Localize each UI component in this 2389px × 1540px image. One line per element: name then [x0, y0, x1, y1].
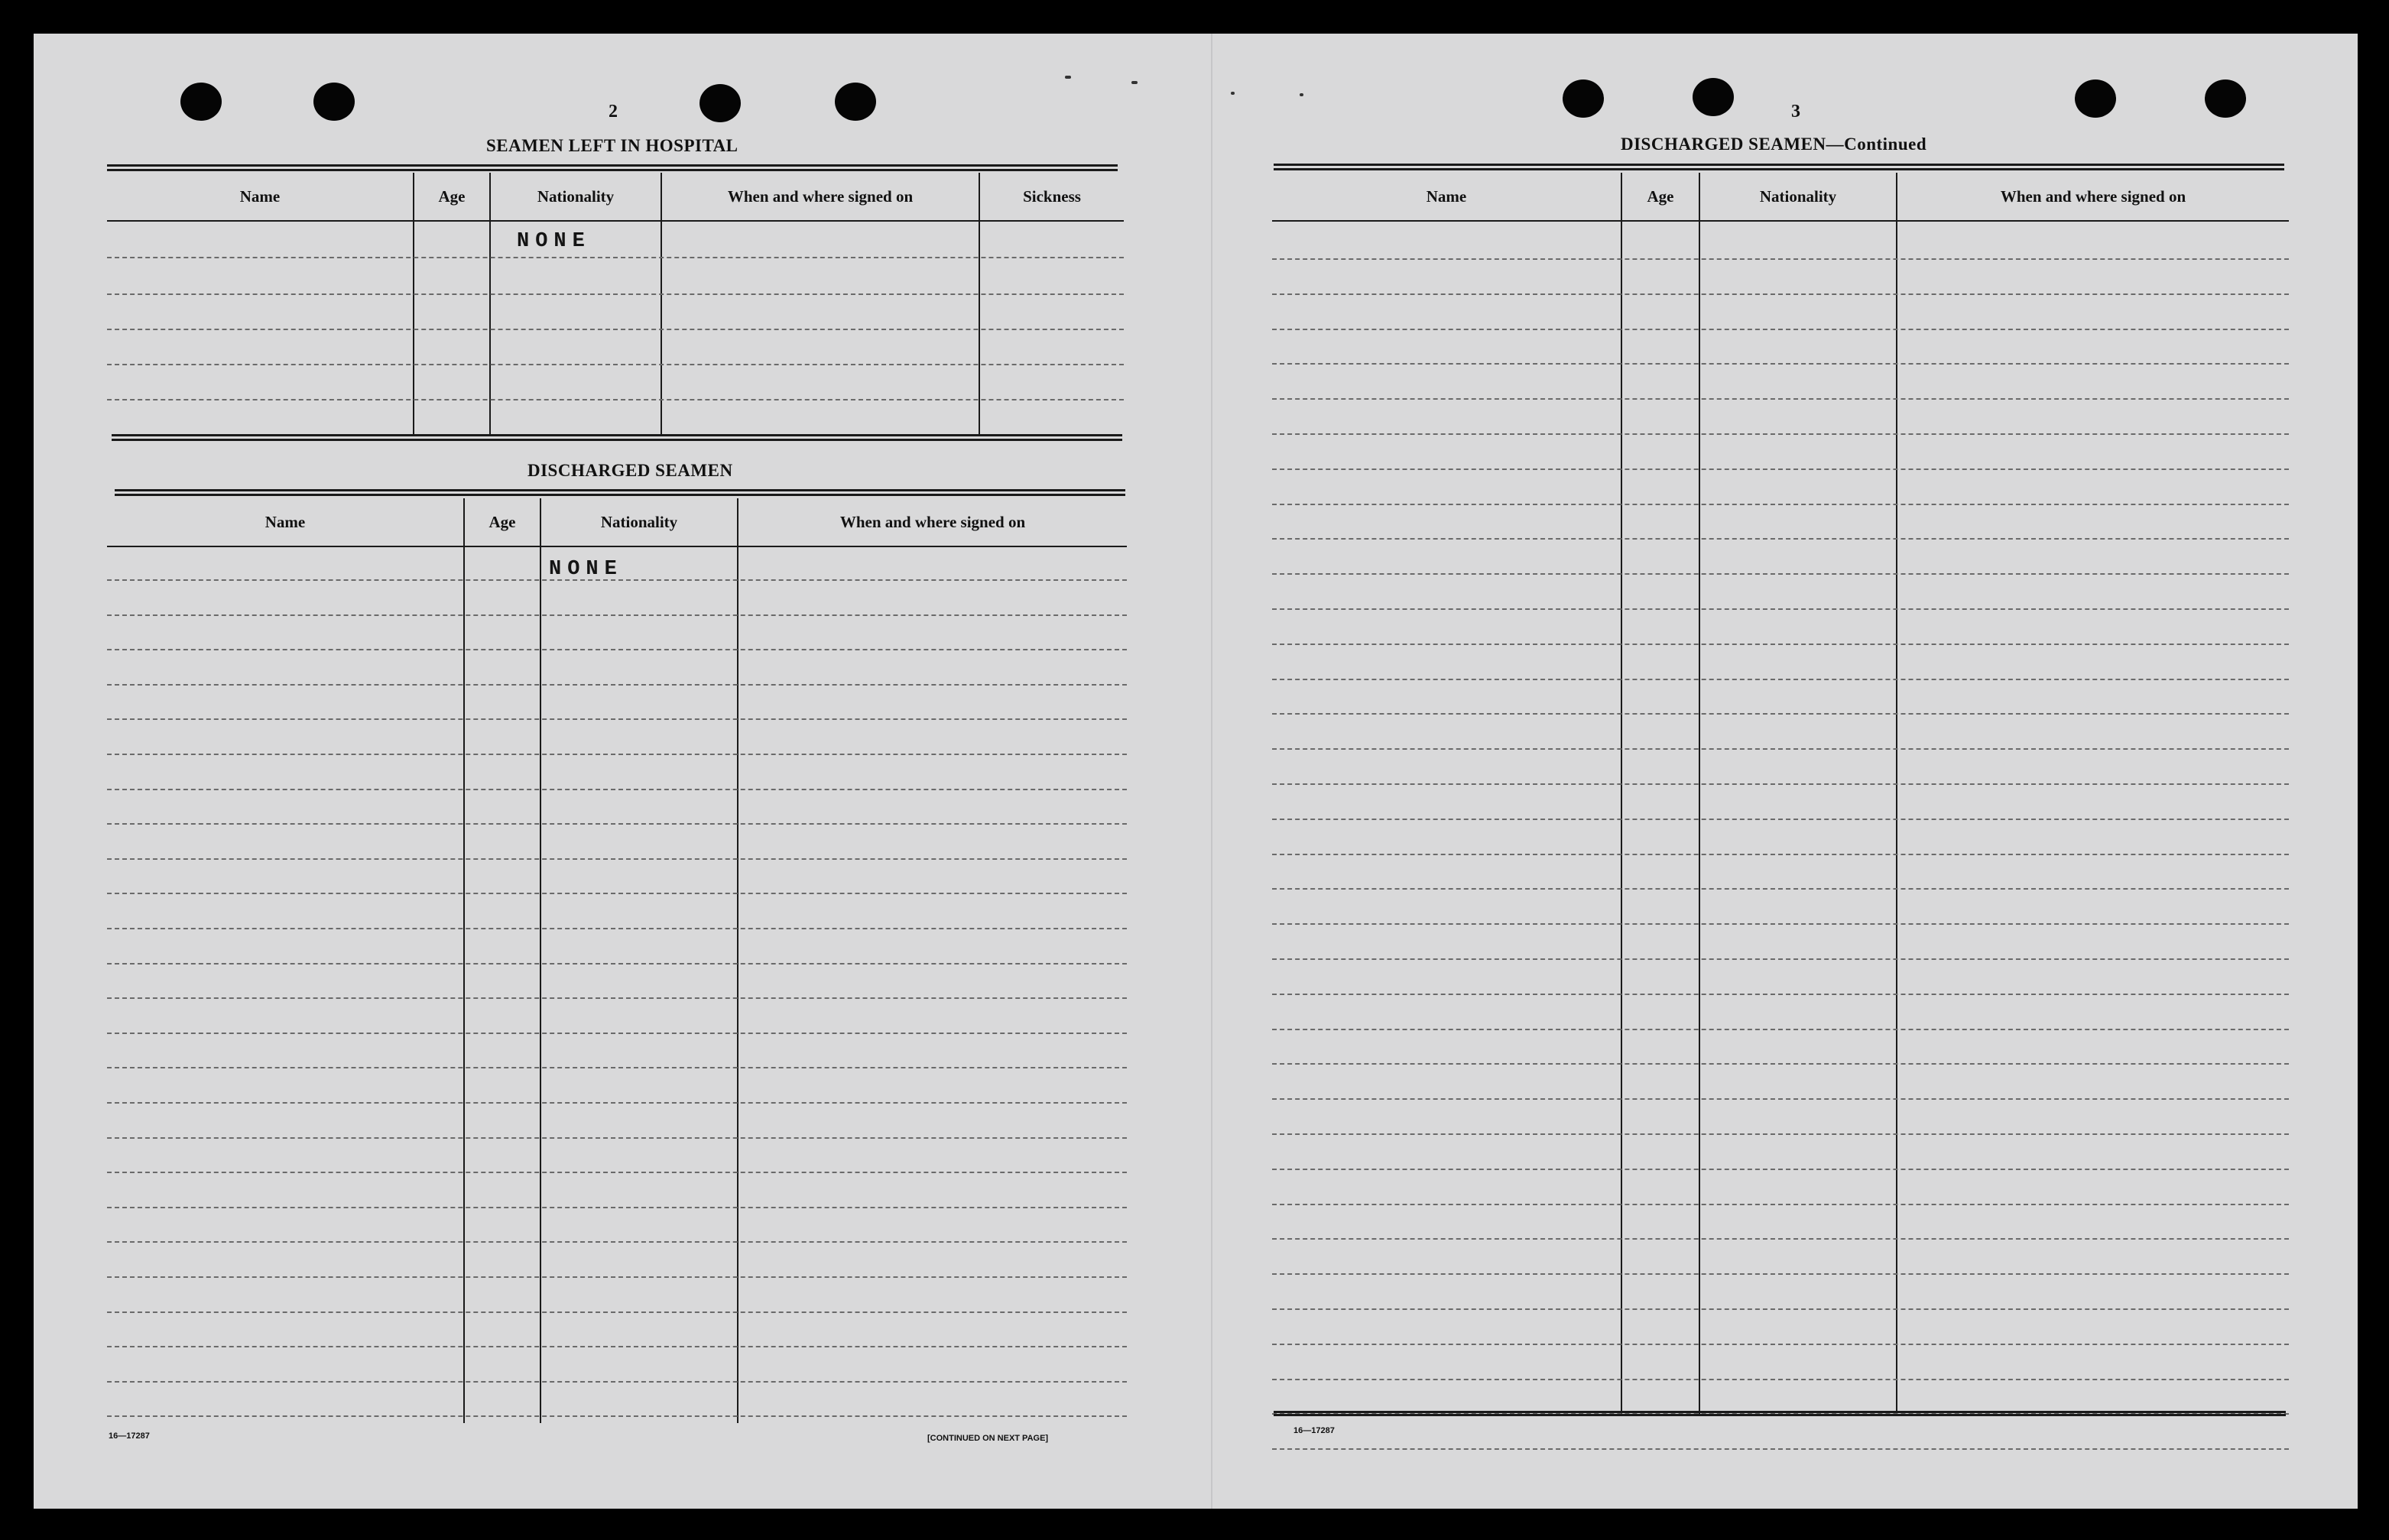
punch-hole	[2075, 79, 2116, 118]
column-divider	[463, 498, 465, 1423]
ink-speck	[1300, 93, 1303, 96]
column-divider	[413, 173, 414, 436]
entry-line	[107, 293, 1124, 295]
left-form-number: 16—17287	[109, 1431, 150, 1441]
hospital-section-title: SEAMEN LEFT IN HOSPITAL	[486, 136, 738, 155]
entry-line	[107, 684, 1127, 686]
entry-line	[1272, 573, 2289, 575]
discharged-table-header	[107, 498, 1127, 547]
header-name: Name	[265, 512, 306, 531]
entry-line	[1272, 1133, 2289, 1135]
punch-hole	[835, 83, 876, 121]
entry-line	[1272, 994, 2289, 995]
entry-line	[1272, 888, 2289, 890]
entry-line	[1272, 538, 2289, 540]
discharged-section-title: DISCHARGED SEAMEN	[527, 461, 733, 480]
punch-hole	[699, 84, 741, 122]
header-nationality: Nationality	[1759, 186, 1837, 206]
column-divider	[1896, 173, 1897, 1415]
entry-line	[107, 789, 1127, 790]
entry-line	[107, 754, 1127, 755]
entry-line	[1272, 293, 2289, 295]
discharged-continued-header	[1272, 173, 2289, 222]
header-nationality: Nationality	[537, 186, 615, 206]
column-divider	[979, 173, 980, 436]
entry-line	[107, 1067, 1127, 1068]
right-section-title	[1621, 135, 1926, 154]
column-divider	[737, 498, 738, 1423]
entry-line	[1272, 854, 2289, 855]
entry-line	[107, 257, 1124, 258]
left-page-number: 2	[609, 102, 618, 122]
entry-line	[1272, 504, 2289, 505]
discharged-continued-table	[1272, 173, 2289, 1415]
entry-line	[1272, 398, 2289, 400]
entry-line	[1272, 1098, 2289, 1100]
entry-line	[107, 1137, 1127, 1139]
entry-line	[1272, 783, 2289, 785]
right-bottom-rule	[1274, 1411, 2286, 1416]
entry-line	[1272, 1169, 2289, 1170]
entry-line	[107, 963, 1127, 965]
entry-line	[1272, 1308, 2289, 1310]
column-divider	[540, 498, 541, 1423]
entry-line	[107, 823, 1127, 825]
discharged-title-rule	[115, 489, 1125, 496]
header-when-where: When and where signed on	[2000, 186, 2186, 206]
entry-line	[1272, 679, 2289, 680]
entry-line	[1272, 363, 2289, 365]
entry-line	[107, 1381, 1127, 1383]
discharged-table	[107, 498, 1127, 1423]
header-when-where: When and where signed on	[839, 512, 1026, 531]
entry-line	[1272, 748, 2289, 750]
entry-line	[107, 649, 1127, 650]
hospital-bottom-rule	[112, 434, 1122, 441]
entry-line	[107, 614, 1127, 616]
entry-line	[107, 329, 1124, 330]
entry-line	[107, 1207, 1127, 1208]
header-when-where: When and where signed on	[727, 186, 914, 206]
column-divider	[661, 173, 662, 436]
punch-hole	[180, 83, 222, 121]
page-fold	[1211, 34, 1212, 1509]
entry-line	[1272, 923, 2289, 925]
header-name: Name	[239, 186, 281, 206]
entry-line	[107, 1241, 1127, 1243]
entry-line	[1272, 329, 2289, 330]
header-sickness: Sickness	[1023, 186, 1081, 206]
ink-speck	[1231, 92, 1235, 95]
entry-line	[107, 364, 1124, 365]
right-title-main: DISCHARGED SEAMEN	[1621, 135, 1826, 154]
continued-note: [CONTINUED ON NEXT PAGE]	[927, 1434, 1049, 1443]
punch-hole	[1693, 78, 1734, 116]
entry-line	[1272, 1204, 2289, 1205]
column-divider	[489, 173, 491, 436]
entry-line	[107, 858, 1127, 860]
entry-line	[1272, 1029, 2289, 1030]
entry-line	[107, 1346, 1127, 1347]
entry-line	[1272, 1379, 2289, 1380]
header-nationality: Nationality	[600, 512, 678, 531]
entry-line	[107, 1311, 1127, 1313]
entry-line	[1272, 258, 2289, 260]
ink-speck	[1131, 81, 1138, 84]
hospital-table-header	[107, 173, 1124, 222]
right-title-continued: —Continued	[1826, 135, 1927, 154]
entry-line	[1272, 958, 2289, 960]
entry-line	[107, 928, 1127, 929]
entry-line	[107, 1102, 1127, 1104]
entry-line	[107, 1172, 1127, 1173]
ink-speck	[1065, 76, 1071, 79]
entry-line	[1272, 1273, 2289, 1275]
entry-line	[1272, 1063, 2289, 1065]
entry-line	[107, 1276, 1127, 1278]
column-divider	[1621, 173, 1622, 1415]
hospital-table	[107, 173, 1124, 436]
entry-line	[1272, 819, 2289, 820]
header-age: Age	[1647, 186, 1674, 206]
entry-line	[107, 1415, 1127, 1417]
entry-line	[107, 1033, 1127, 1034]
entry-line	[1272, 644, 2289, 645]
right-page-number: 3	[1791, 102, 1800, 122]
entry-line	[1272, 713, 2289, 715]
header-age: Age	[489, 512, 516, 531]
hospital-title-rule	[107, 164, 1118, 171]
punch-hole	[2205, 79, 2246, 118]
entry-line	[107, 399, 1124, 400]
hospital-entry-none: NONE	[517, 230, 591, 253]
entry-line	[1272, 433, 2289, 435]
entry-line	[107, 718, 1127, 720]
column-divider	[1699, 173, 1700, 1415]
entry-line	[1272, 1448, 2289, 1450]
entry-line	[1272, 1238, 2289, 1240]
header-name: Name	[1426, 186, 1467, 206]
entry-line	[1272, 468, 2289, 470]
right-form-number: 16—17287	[1294, 1426, 1335, 1435]
entry-line	[107, 997, 1127, 999]
entry-line	[107, 893, 1127, 894]
punch-hole	[313, 83, 355, 121]
entry-line	[1272, 608, 2289, 610]
discharged-entry-none: NONE	[549, 558, 623, 581]
entry-line	[1272, 1344, 2289, 1345]
header-age: Age	[438, 186, 466, 206]
punch-hole	[1563, 79, 1604, 118]
right-title-rule	[1274, 164, 2284, 170]
